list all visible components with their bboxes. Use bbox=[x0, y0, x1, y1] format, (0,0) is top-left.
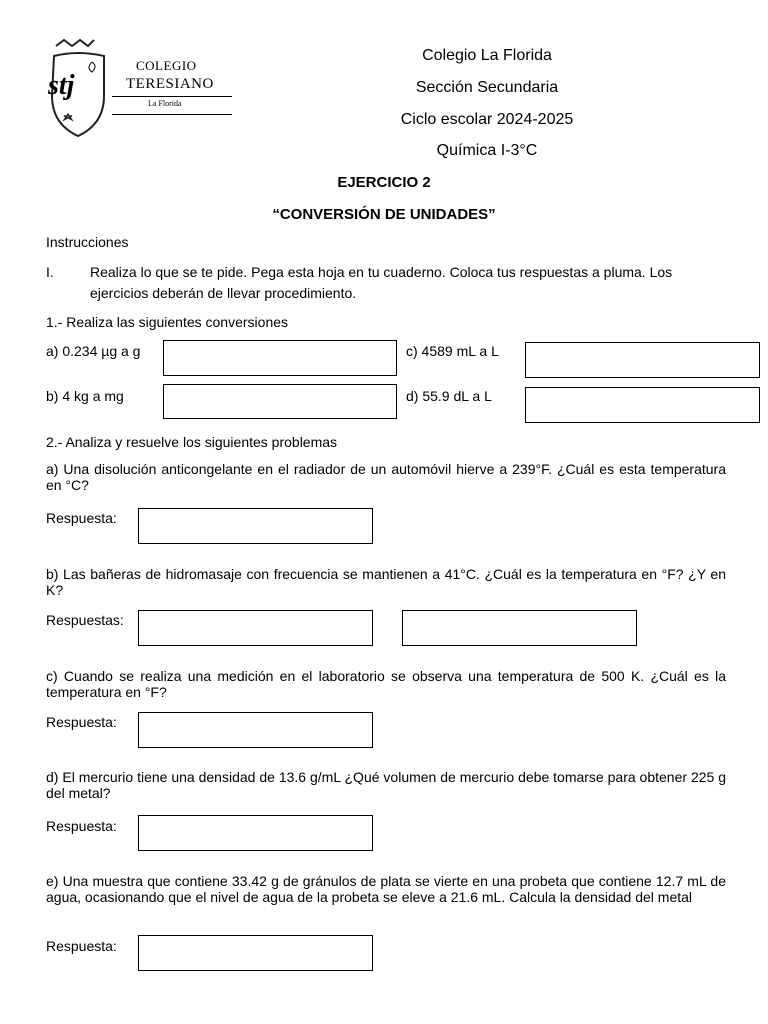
answer-box-c[interactable] bbox=[525, 342, 760, 378]
answer-box-d[interactable] bbox=[525, 387, 760, 423]
exercise-title: EJERCICIO 2 bbox=[337, 174, 431, 191]
problem-e-answer-box[interactable] bbox=[138, 935, 373, 971]
problem-d-answer-label: Respuesta: bbox=[46, 818, 117, 834]
header-cycle: Ciclo escolar 2024-2025 bbox=[400, 111, 574, 128]
logo-text-teresiano: TERESIANO bbox=[126, 76, 214, 92]
conversion-label-d: d) 55.9 dL a L bbox=[406, 388, 492, 404]
problem-a-answer-label: Respuesta: bbox=[46, 510, 117, 526]
instructions-text-2: ejercicios deberán de llevar procedimiento. bbox=[90, 285, 357, 301]
problem-b-answer-label: Respuestas: bbox=[46, 612, 124, 628]
problem-c-text: c) Cuando se realiza una medición en el laboratorio se observa una temperatura de 500 K. ¿Cuál es la temperatura en °F? bbox=[46, 668, 726, 700]
problem-b-text: b) Las bañeras de hidromasaje con frecuencia se mantienen a 41°C. ¿Cuál es la temperatura en °F? ¿Y en K? bbox=[46, 566, 726, 598]
logo-text-colegio: COLEGIO bbox=[136, 58, 197, 73]
section1-heading: 1.- Realiza las siguientes conversiones bbox=[46, 314, 289, 330]
answer-box-b[interactable] bbox=[163, 384, 397, 419]
conversion-label-b: b) 4 kg a mg bbox=[46, 388, 124, 404]
answer-box-a[interactable] bbox=[163, 340, 397, 376]
instructions-text-1: Realiza lo que se te pide. Pega esta hoja en tu cuaderno. Coloca tus respuestas a pluma. Los bbox=[90, 264, 673, 280]
header-section: Sección Secundaria bbox=[415, 79, 559, 96]
instructions-numeral: I. bbox=[46, 264, 54, 280]
section2-heading: 2.- Analiza y resuelve los siguientes problemas bbox=[46, 434, 338, 450]
logo-monogram: stj bbox=[48, 70, 75, 101]
problem-d-text: d) El mercurio tiene una densidad de 13.6 g/mL ¿Qué volumen de mercurio debe tomarse para obtener 225 g del metal? bbox=[46, 769, 726, 801]
header-subject: Química I-3°C bbox=[436, 142, 538, 159]
header-school: Colegio La Florida bbox=[422, 47, 552, 64]
problem-c-answer-box[interactable] bbox=[138, 712, 373, 748]
problem-e-text: e) Una muestra que contiene 33.42 g de gránulos de plata se vierte en una probeta que contiene 12.7 mL de agua, ocasionando que el nivel de agua de la probeta se eleve a 21.6 mL. Calcula la densidad del metal bbox=[46, 873, 726, 905]
logo-rule-top bbox=[112, 96, 232, 97]
problem-d-answer-box[interactable] bbox=[138, 815, 373, 851]
conversion-label-a: a) 0.234 µg a g bbox=[46, 343, 141, 359]
logo-text-la-florida: La Florida bbox=[148, 99, 182, 108]
instructions-label: Instrucciones bbox=[46, 234, 129, 250]
problem-a-text: a) Una disolución anticongelante en el radiador de un automóvil hierve a 239°F. ¿Cuál es esta temperatura en °C? bbox=[46, 461, 726, 493]
conversion-label-c: c) 4589 mL a L bbox=[406, 343, 499, 359]
topic-title: “CONVERSIÓN DE UNIDADES” bbox=[272, 206, 496, 223]
school-logo bbox=[42, 36, 242, 140]
problem-a-answer-box[interactable] bbox=[138, 508, 373, 544]
logo-rule-bottom bbox=[112, 114, 232, 115]
problem-b-answer-box-k[interactable] bbox=[402, 610, 637, 646]
problem-c-answer-label: Respuesta: bbox=[46, 714, 117, 730]
problem-e-answer-label: Respuesta: bbox=[46, 938, 117, 954]
problem-b-answer-box-f[interactable] bbox=[138, 610, 373, 646]
